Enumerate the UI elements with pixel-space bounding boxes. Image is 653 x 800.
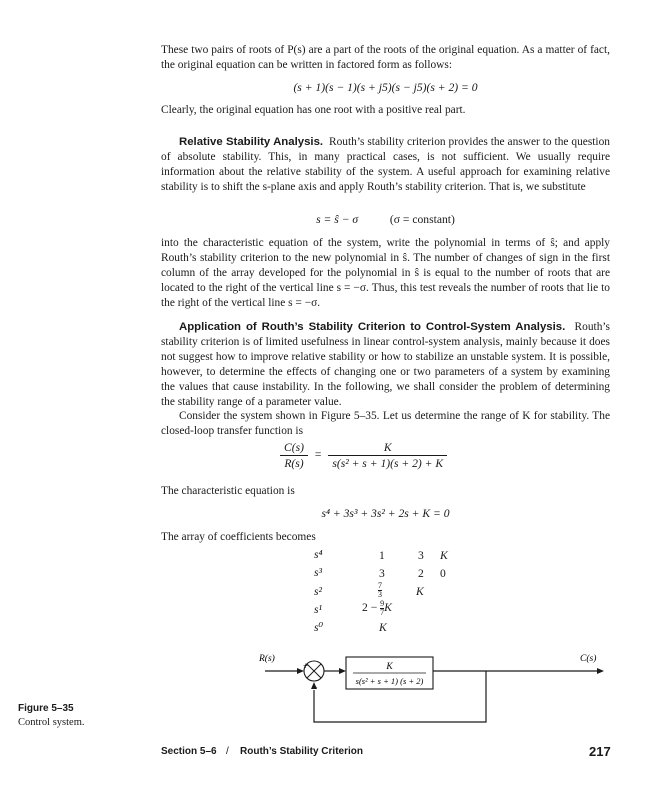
s1-prefix: 2 − [362,601,378,615]
characteristic-equation: s⁴ + 3s³ + 3s² + 2s + K = 0 [321,507,450,520]
transfer-function: $\frac{C(s)}{R(s)}$ = $\frac{K}{\text{s(s² + s + 1)(s + 2) + K}}$ [280,441,447,470]
tf-lhs-denominator: R(s) [284,457,304,470]
characteristic-label: The characteristic equation is [161,485,295,497]
array-label: The array of coefficients becomes [161,531,316,543]
factored-equation: (s + 1)(s − 1)(s + j5)(s − j5)(s + 2) = 0 [293,81,478,94]
intro-paragraph: These two pairs of roots of P(s) are a part of the roots of the original equation. As a matter of fact, the original equation can be written in factored form as follows: [161,44,610,71]
relative-stability-body: Routh’s stability criterion provides the answer to the question of absolute stability. This, in many practical cases, is not sufficient. We usually require information about the relative stability of the system. A useful approach for examining relative stability is to shift the s-plane axis and apply Routh’s stability criterion. That is, we substitute [161,136,610,193]
consider-paragraph: Consider the system shown in Figure 5–35. Let us determine the range of K for stability. The closed-loop transfer function is [161,410,610,437]
routh-cell: K [440,549,448,562]
application-heading: Application of Routh’s Stability Criterion to Control-System Analysis. [179,321,566,333]
into-paragraph: into the characteristic equation of the system, write the polynomial in terms of ŝ; and apply Routh’s stability criterion to the new polynomial in ŝ. The number of changes of sign in the first column of the array developed for the polynomial in ŝ is equal to the number of roots that are located to the right of the vertical line s = −σ. Thus, this test reveals the number of roots that lie to the right of the vertical line s = −σ. [161,237,610,309]
routh-cell: 1 [379,549,385,562]
forward-arrowhead [339,668,346,674]
routh-cell: 2 [418,567,424,580]
figure-caption-text: Control system. [18,717,85,728]
routh-row-label: s⁴ [314,548,323,561]
routh-row-label: s³ [314,566,322,579]
s1-suffix: K [384,601,392,615]
footer-title: Routh’s Stability Criterion [240,746,363,757]
routh-cell: 3 [379,567,385,580]
footer-separator: / [226,746,229,757]
output-arrowhead [597,668,604,674]
page-number: 217 [589,744,611,759]
tf-rhs-numerator: K [328,441,447,456]
output-label: C(s) [580,654,597,664]
application-body: Routh’s stability criterion is of limited usefulness in linear control-system analysis, mainly because it does not suggest how to improve relative stability or how to stabilize an unstable system. It is possible, however, to determine the effects of changing one or two parameters of a system by examining the values that cause instability. In the following, we shall consider the problem of determining the stability range of a parameter value. [161,321,610,408]
routh-row-label: s¹ [314,603,322,616]
substitution-formula: s = ŝ − σ [316,213,359,226]
footer-section: Section 5–6 [161,746,217,757]
routh-cell: K [416,585,424,598]
figure-caption-title: Figure 5–35 [18,703,74,714]
clearly-paragraph: Clearly, the original equation has one root with a positive real part. [161,104,466,116]
routh-cell: 0 [440,567,446,580]
block-denominator: s(s² + s + 1) (s + 2) [355,676,424,686]
relative-stability-heading: Relative Stability Analysis. [179,136,324,148]
routh-row-label: s² [314,585,322,598]
frac-9-7-num: 9 [380,599,385,608]
plus-sign: + [303,661,309,671]
frac-9-7-den: 7 [380,608,385,617]
frac-7-3-den: 3 [378,590,382,599]
substitution-note: (σ = constant) [389,213,455,226]
routh-row-label: s⁰ [314,621,324,634]
routh-cell: K [379,621,387,634]
frac-7-3-num: 7 [378,581,382,590]
block-numerator: K [386,662,393,672]
tf-rhs-denominator: s(s² + s + 1)(s + 2) + K [332,457,444,470]
tf-lhs-numerator: C(s) [280,441,308,456]
input-label: R(s) [259,654,275,664]
routh-cell: 3 [418,549,424,562]
